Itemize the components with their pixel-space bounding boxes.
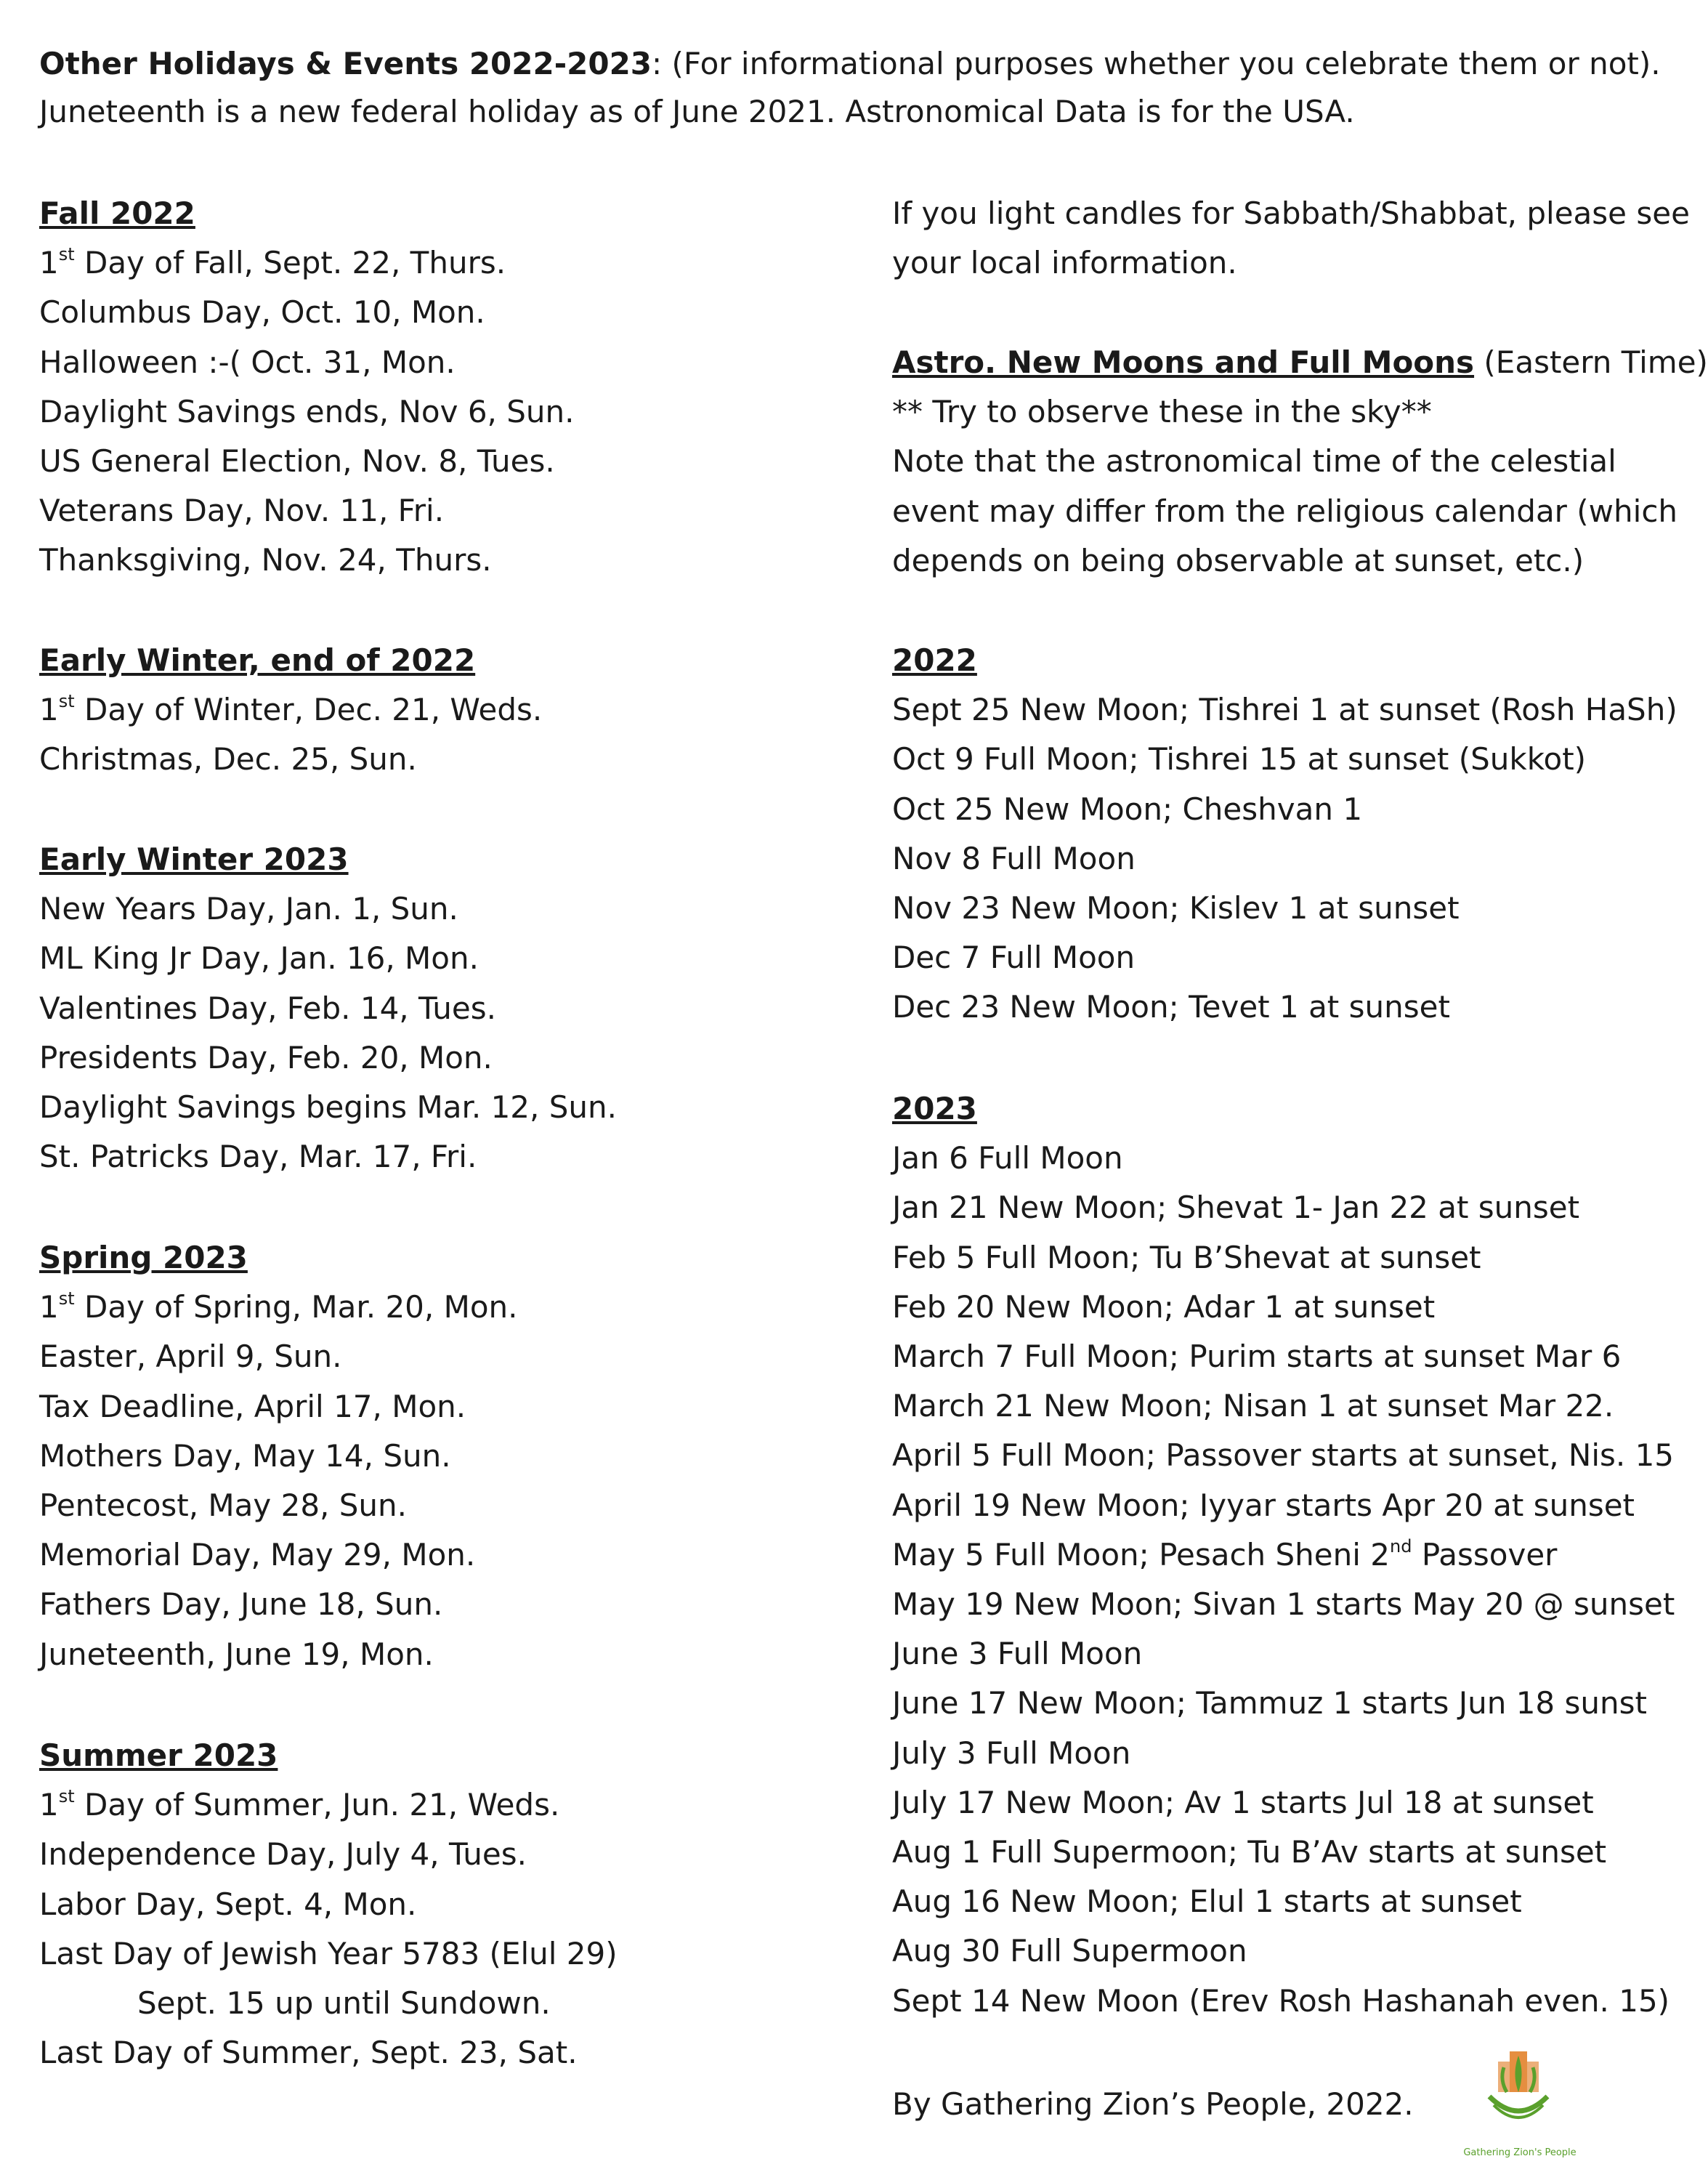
item-text: Pentecost, May 28, Sun. (39, 1487, 408, 1523)
item-text: June 3 Full Moon (892, 1636, 1143, 1672)
holiday-item (39, 1039, 493, 1077)
item-text: Presidents Day, Feb. 20, Mon. (39, 1039, 493, 1075)
item-text: Memorial Day, May 29, Mon. (39, 1537, 476, 1573)
note-text: event may differ from the religious calendar (which (892, 493, 1678, 529)
holiday-item (39, 1536, 475, 1574)
moons-note (892, 443, 1616, 480)
holiday-item (39, 691, 542, 729)
item-text: Oct 25 New Moon; Cheshvan 1 (892, 791, 1363, 827)
item-text: New Years Day, Jan. 1, Sun. (39, 891, 458, 927)
moon-event-item (892, 1288, 1435, 1326)
item-text: Last Day of Summer, Sept. 23, Sat. (39, 2035, 578, 2071)
ordinal-suffix: st (58, 244, 75, 265)
moon-event-item (892, 791, 1362, 828)
item-text: Nov 23 New Moon; Kislev 1 at sunset (892, 890, 1460, 926)
item-text: Day of Summer, Jun. 21, Weds. (74, 1787, 560, 1823)
moon-event-item (892, 840, 1136, 878)
section-heading-early-winter-2022 (39, 642, 475, 679)
item-prefix: 1 (39, 1787, 59, 1823)
moon-event-item (892, 1487, 1635, 1525)
moons-note (892, 542, 1584, 580)
moons-note (892, 393, 1432, 431)
footer-credit (892, 2086, 1414, 2123)
holiday-item (39, 1586, 442, 1623)
item-text: Aug 30 Full Supermoon (892, 1933, 1247, 1969)
item-text: Day of Winter, Dec. 21, Weds. (74, 692, 543, 728)
ordinal-suffix: st (58, 691, 75, 712)
holiday-item (39, 1487, 407, 1525)
heading-text: Spring 2023 (39, 1240, 248, 1275)
candles-note (892, 244, 1237, 282)
note-text: Note that the astronomical time of the celestial (892, 443, 1616, 480)
ordinal-suffix: st (58, 1786, 75, 1807)
item-prefix: May 5 Full Moon; Pesach Sheni 2 (892, 1536, 1391, 1573)
item-text: Juneteenth, June 19, Mon. (39, 1636, 434, 1672)
note-text: If you light candles for Sabbath/Shabbat, please see (892, 195, 1690, 231)
holiday-item (39, 1388, 466, 1426)
item-text: Sept 14 New Moon (Erev Rosh Hashanah even. 15) (892, 1982, 1670, 2019)
item-prefix: 1 (39, 245, 59, 281)
item-text: Sept. 15 up until Sundown. (137, 1985, 551, 2021)
moon-event-item (892, 1684, 1647, 1722)
item-prefix: 1 (39, 1289, 59, 1325)
item-text: April 19 New Moon; Iyyar starts Apr 20 at sunset (892, 1487, 1635, 1523)
ordinal-suffix: st (58, 1288, 75, 1309)
item-text: Thanksgiving, Nov. 24, Thurs. (39, 542, 492, 578)
item-text: ML King Jr Day, Jan. 16, Mon. (39, 940, 479, 977)
item-text: St. Patricks Day, Mar. 17, Fri. (39, 1139, 477, 1175)
holiday-item (39, 940, 479, 977)
heading-text: Early Winter, end of 2022 (39, 642, 476, 678)
moon-event-item (892, 939, 1135, 977)
heading-text: Fall 2022 (39, 195, 195, 231)
moons-heading (892, 344, 1708, 382)
item-text: Halloween :-( Oct. 31, Mon. (39, 344, 456, 380)
moon-event-item (892, 691, 1677, 729)
item-text: March 7 Full Moon; Purim starts at sunset Mar 6 (892, 1339, 1622, 1374)
logo-caption: Gathering Zion's People (1463, 2147, 1577, 2158)
intro-title: Other Holidays & Events 2022-2023 (39, 46, 652, 81)
item-text: Passover (1412, 1536, 1558, 1573)
year-heading-y2023 (892, 1090, 977, 1128)
item-text: Veterans Day, Nov. 11, Fri. (39, 493, 445, 529)
item-text: Easter, April 9, Sun. (39, 1339, 342, 1375)
heading-text: 2023 (892, 1091, 977, 1126)
item-text: Valentines Day, Feb. 14, Tues. (39, 990, 496, 1026)
holiday-item (39, 443, 555, 480)
holiday-item (39, 541, 492, 579)
moon-event-item (892, 1932, 1247, 1970)
holiday-item (39, 1636, 434, 1674)
item-text: Daylight Savings ends, Nov 6, Sun. (39, 393, 575, 429)
item-text: Independence Day, July 4, Tues. (39, 1836, 527, 1873)
item-text: Last Day of Jewish Year 5783 (Elul 29) (39, 1935, 618, 1971)
item-text: April 5 Full Moon; Passover starts at sunset, Nis. 15 (892, 1437, 1675, 1474)
holiday-item (137, 1985, 551, 2022)
section-heading-early-winter-2023 (39, 841, 349, 879)
item-text: Dec 23 New Moon; Tevet 1 at sunset (892, 989, 1450, 1025)
item-text: Labor Day, Sept. 4, Mon. (39, 1886, 417, 1922)
holiday-item (39, 1935, 618, 1973)
moon-event-item (892, 1139, 1123, 1177)
moon-event-item (892, 1437, 1674, 1474)
moon-event-item (892, 1784, 1594, 1822)
intro-line-2: Juneteenth is a new federal holiday as of June 2021. Astronomical Data is for the USA. (39, 94, 1355, 129)
moons-heading-text: Astro. New Moons and Full Moons (892, 344, 1475, 380)
holiday-item (39, 1886, 416, 1923)
moons-timezone: (Eastern Time) (1474, 344, 1708, 380)
holiday-item (39, 1138, 477, 1176)
moon-event-item (892, 1189, 1579, 1227)
moon-event-item (892, 1735, 1130, 1772)
holiday-item (39, 393, 575, 431)
holiday-item (39, 1089, 617, 1126)
footer-text: By Gathering Zion’s People, 2022. (892, 2086, 1414, 2122)
item-text: Jan 6 Full Moon (892, 1140, 1123, 1176)
holiday-item (39, 990, 496, 1028)
holiday-item (39, 492, 444, 530)
item-text: Columbus Day, Oct. 10, Mon. (39, 294, 485, 331)
item-text: US General Election, Nov. 8, Tues. (39, 443, 555, 479)
item-text: June 17 New Moon; Tammuz 1 starts Jun 18 sunst (892, 1685, 1647, 1721)
holiday-item (39, 1836, 527, 1873)
moon-event-item (892, 1635, 1142, 1673)
intro-rest: : (For informational purposes whether you celebrate them or not). (652, 46, 1661, 81)
item-text: Sept 25 New Moon; Tishrei 1 at sunset (Rosh HaSh) (892, 692, 1677, 728)
note-text: depends on being observable at sunset, etc.) (892, 542, 1584, 578)
holiday-item (39, 1437, 451, 1475)
holiday-item (39, 1786, 559, 1824)
holiday-item (39, 1338, 341, 1376)
holiday-item (39, 890, 458, 928)
moon-event-item (892, 1883, 1522, 1921)
item-text: July 3 Full Moon (892, 1735, 1131, 1771)
gathering-zions-people-logo (1453, 2046, 1584, 2147)
section-heading-fall (39, 195, 195, 233)
moon-event-item (892, 1586, 1675, 1623)
moon-event-item (892, 889, 1460, 927)
item-text: Mothers Day, May 14, Sun. (39, 1437, 451, 1474)
moon-event-item (892, 988, 1450, 1026)
moon-event-item (892, 740, 1586, 778)
item-text: July 17 New Moon; Av 1 starts Jul 18 at sunset (892, 1784, 1594, 1820)
holiday-item (39, 244, 506, 282)
note-text: your local information. (892, 245, 1237, 281)
moon-event-item (892, 1338, 1621, 1376)
heading-text: Summer 2023 (39, 1737, 278, 1773)
section-heading-spring (39, 1239, 248, 1277)
item-text: Christmas, Dec. 25, Sun. (39, 741, 417, 778)
item-text: March 21 New Moon; Nisan 1 at sunset Mar 22. (892, 1388, 1614, 1424)
item-text: Jan 21 New Moon; Shevat 1- Jan 22 at sunset (892, 1190, 1580, 1226)
item-text: May 19 New Moon; Sivan 1 starts May 20 @ sunset (892, 1586, 1675, 1622)
item-text: Aug 1 Full Supermoon; Tu B’Av starts at sunset (892, 1834, 1607, 1870)
ordinal-suffix: nd (1390, 1535, 1412, 1557)
item-text: Feb 20 New Moon; Adar 1 at sunset (892, 1288, 1436, 1325)
item-text: Fathers Day, June 18, Sun. (39, 1586, 443, 1623)
holiday-item (39, 1288, 518, 1326)
holiday-item (39, 740, 417, 778)
note-text: ** Try to observe these in the sky** (892, 394, 1432, 430)
moon-event-item (892, 1239, 1481, 1277)
moon-event-item (892, 1833, 1606, 1871)
moon-event-item (892, 1982, 1669, 2020)
candles-note (892, 195, 1690, 233)
intro-line-1 (39, 45, 1661, 83)
year-heading-y2022 (892, 642, 977, 679)
holiday-item (39, 294, 485, 331)
item-text: Nov 8 Full Moon (892, 840, 1136, 876)
moon-event-item (892, 1536, 1557, 1574)
item-prefix: 1 (39, 692, 59, 728)
moons-note (892, 493, 1677, 530)
holiday-item (39, 2034, 578, 2072)
item-text: Day of Fall, Sept. 22, Thurs. (74, 245, 506, 281)
holiday-item (39, 344, 456, 382)
section-heading-summer (39, 1737, 278, 1775)
item-text: Dec 7 Full Moon (892, 940, 1136, 976)
moon-event-item (892, 1387, 1614, 1425)
heading-text: 2022 (892, 642, 977, 678)
item-text: Feb 5 Full Moon; Tu B’Shevat at sunset (892, 1239, 1481, 1275)
item-text: Oct 9 Full Moon; Tishrei 15 at sunset (Sukkot) (892, 741, 1587, 778)
item-text: Aug 16 New Moon; Elul 1 starts at sunset (892, 1884, 1522, 1920)
item-text: Tax Deadline, April 17, Mon. (39, 1388, 466, 1424)
item-text: Daylight Savings begins Mar. 12, Sun. (39, 1089, 617, 1125)
item-text: Day of Spring, Mar. 20, Mon. (74, 1289, 518, 1325)
heading-text: Early Winter 2023 (39, 841, 349, 877)
